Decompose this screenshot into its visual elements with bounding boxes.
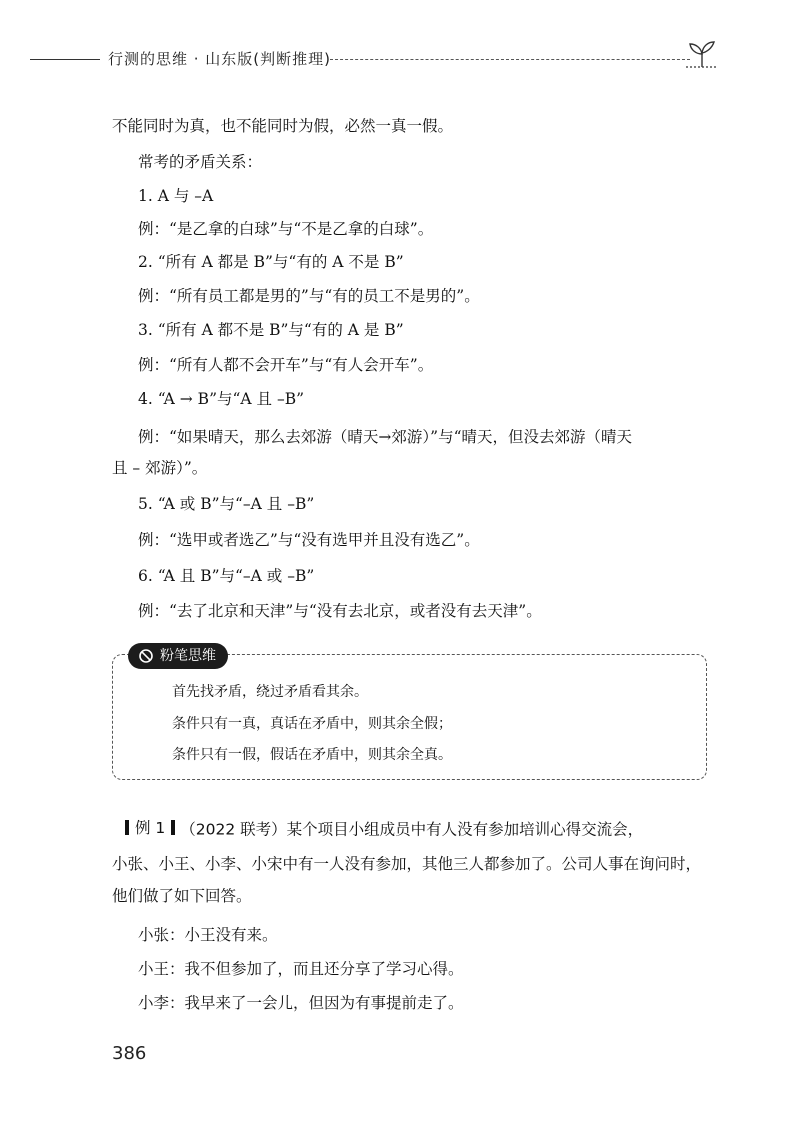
body-line: 不能同时为真，也不能同时为假，必然一真一假。 <box>112 117 454 135</box>
body-line: 5. “A 或 B”与“–A 且 –B” <box>138 495 315 513</box>
body-line: 例：“是乙拿的白球”与“不是乙拿的白球”。 <box>138 220 434 238</box>
header-rule-left <box>30 59 100 60</box>
example-tag-label: 例 1 <box>135 819 166 837</box>
example-bar-right <box>171 820 175 835</box>
chalk-box-line: 条件只有一真，真话在矛盾中，则其余全假； <box>172 716 452 732</box>
page-number: 386 <box>112 1043 147 1064</box>
header-title: 行测的思维 · 山东版(判断推理) <box>108 50 332 68</box>
chalk-thinking-title: 粉笔思维 <box>160 648 216 664</box>
example-line: 他们做了如下回答。 <box>112 887 252 905</box>
example-line: 小李：我早来了一会儿，但因为有事提前走了。 <box>138 994 464 1012</box>
example-line: 小王：我不但参加了，而且还分享了学习心得。 <box>138 960 464 978</box>
no-sign-icon <box>138 648 154 664</box>
running-header <box>30 40 720 80</box>
example-line: （2022 联考）某个项目小组成员中有人没有参加培训心得交流会， <box>180 820 644 839</box>
body-line: 1. A 与 –A <box>138 187 214 205</box>
body-line: 例：“所有员工都是男的”与“有的员工不是男的”。 <box>138 287 480 305</box>
example-line: 小张、小王、小李、小宋中有一人没有参加，其他三人都参加了。公司人事在询问时， <box>112 855 702 873</box>
chalk-box-line: 条件只有一假，假话在矛盾中，则其余全真。 <box>172 747 452 763</box>
body-line: 6. “A 且 B”与“–A 或 –B” <box>138 567 315 585</box>
body-line: 2. “所有 A 都是 B”与“有的 A 不是 B” <box>138 253 404 271</box>
chalk-thinking-label <box>128 643 228 669</box>
body-line: 例：“所有人都不会开车”与“有人会开车”。 <box>138 356 434 374</box>
body-line: 3. “所有 A 都不是 B”与“有的 A 是 B” <box>138 321 404 339</box>
body-line: 例：“选甲或者选乙”与“没有选甲并且没有选乙”。 <box>138 531 480 549</box>
example-first-line <box>125 816 643 840</box>
example-line: 小张：小王没有来。 <box>138 926 278 944</box>
header-rule-right <box>330 59 690 60</box>
body-line: 且 – 郊游）”。 <box>112 459 208 477</box>
example-bar-left <box>125 820 129 835</box>
body-line: 4. “A → B”与“A 且 –B” <box>138 390 305 408</box>
body-line: 例：“去了北京和天津”与“没有去北京，或者没有去天津”。 <box>138 602 542 620</box>
example-tag <box>125 816 175 838</box>
sprout-icon <box>682 40 722 76</box>
body-line: 例：“如果晴天，那么去郊游（晴天→郊游）”与“晴天，但没去郊游（晴天 <box>138 428 633 446</box>
chalk-box-line: 首先找矛盾，绕过矛盾看其余。 <box>172 684 368 700</box>
body-line: 常考的矛盾关系： <box>138 153 263 171</box>
